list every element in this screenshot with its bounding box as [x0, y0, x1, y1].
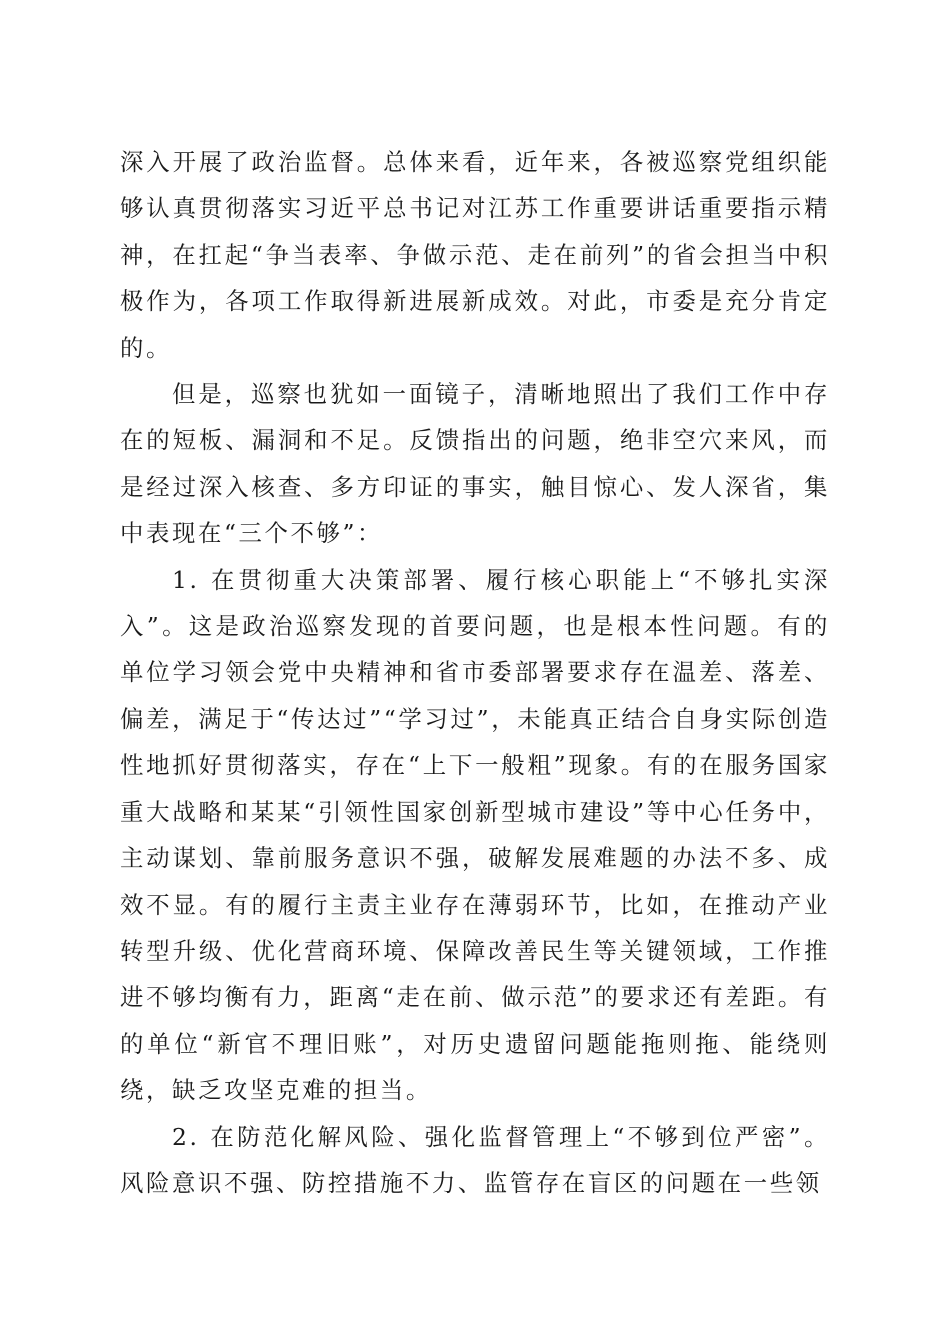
paragraph-point-2: 2. 在防范化解风险、强化监督管理上“不够到位严密”。风险意识不强、防控措施不力、监管存在盲区的问题在一些领	[120, 1122, 830, 1197]
paragraph-intro-continuation: 深入开展了政治监督。总体来看，近年来，各被巡察党组织能够认真贯彻落实习近平总书记对江苏工作重要讲话重要指示精神，在扛起“争当表率、争做示范、走在前列”的省会担当中积极作为，各项工作取得新进展新成效。对此，市委是充分肯定的。	[120, 148, 830, 362]
document-body	[120, 139, 830, 1206]
paragraph-mirror-problems: 但是，巡察也犹如一面镜子，清晰地照出了我们工作中存在的短板、漏洞和不足。反馈指出的问题，绝非空穴来风，而是经过深入核查、多方印证的事实，触目惊心、发人深省，集中表现在“三个不够”：	[120, 380, 830, 548]
paragraph-point-1: 1. 在贯彻重大决策部署、履行核心职能上“不够扎实深入”。这是政治巡察发现的首要问题，也是根本性问题。有的单位学习领会党中央精神和省市委部署要求存在温差、落差、偏差，满足于“传达过”“学习过”，未能真正结合自身实际创造性地抓好贯彻落实，存在“上下一般粗”现象。有的在服务国家重大战略和某某“引领性国家创新型城市建设”等中心任务中，主动谋划、靠前服务意识不强，破解发展难题的办法不多、成效不显。有的履行主责主业存在薄弱环节，比如，在推动产业转型升级、优化营商环境、保障改善民生等关键领域，工作推进不够均衡有力，距离“走在前、做示范”的要求还有差距。有的单位“新官不理旧账”，对历史遗留问题能拖则拖、能绕则绕，缺乏攻坚克难的担当。	[120, 565, 830, 1105]
